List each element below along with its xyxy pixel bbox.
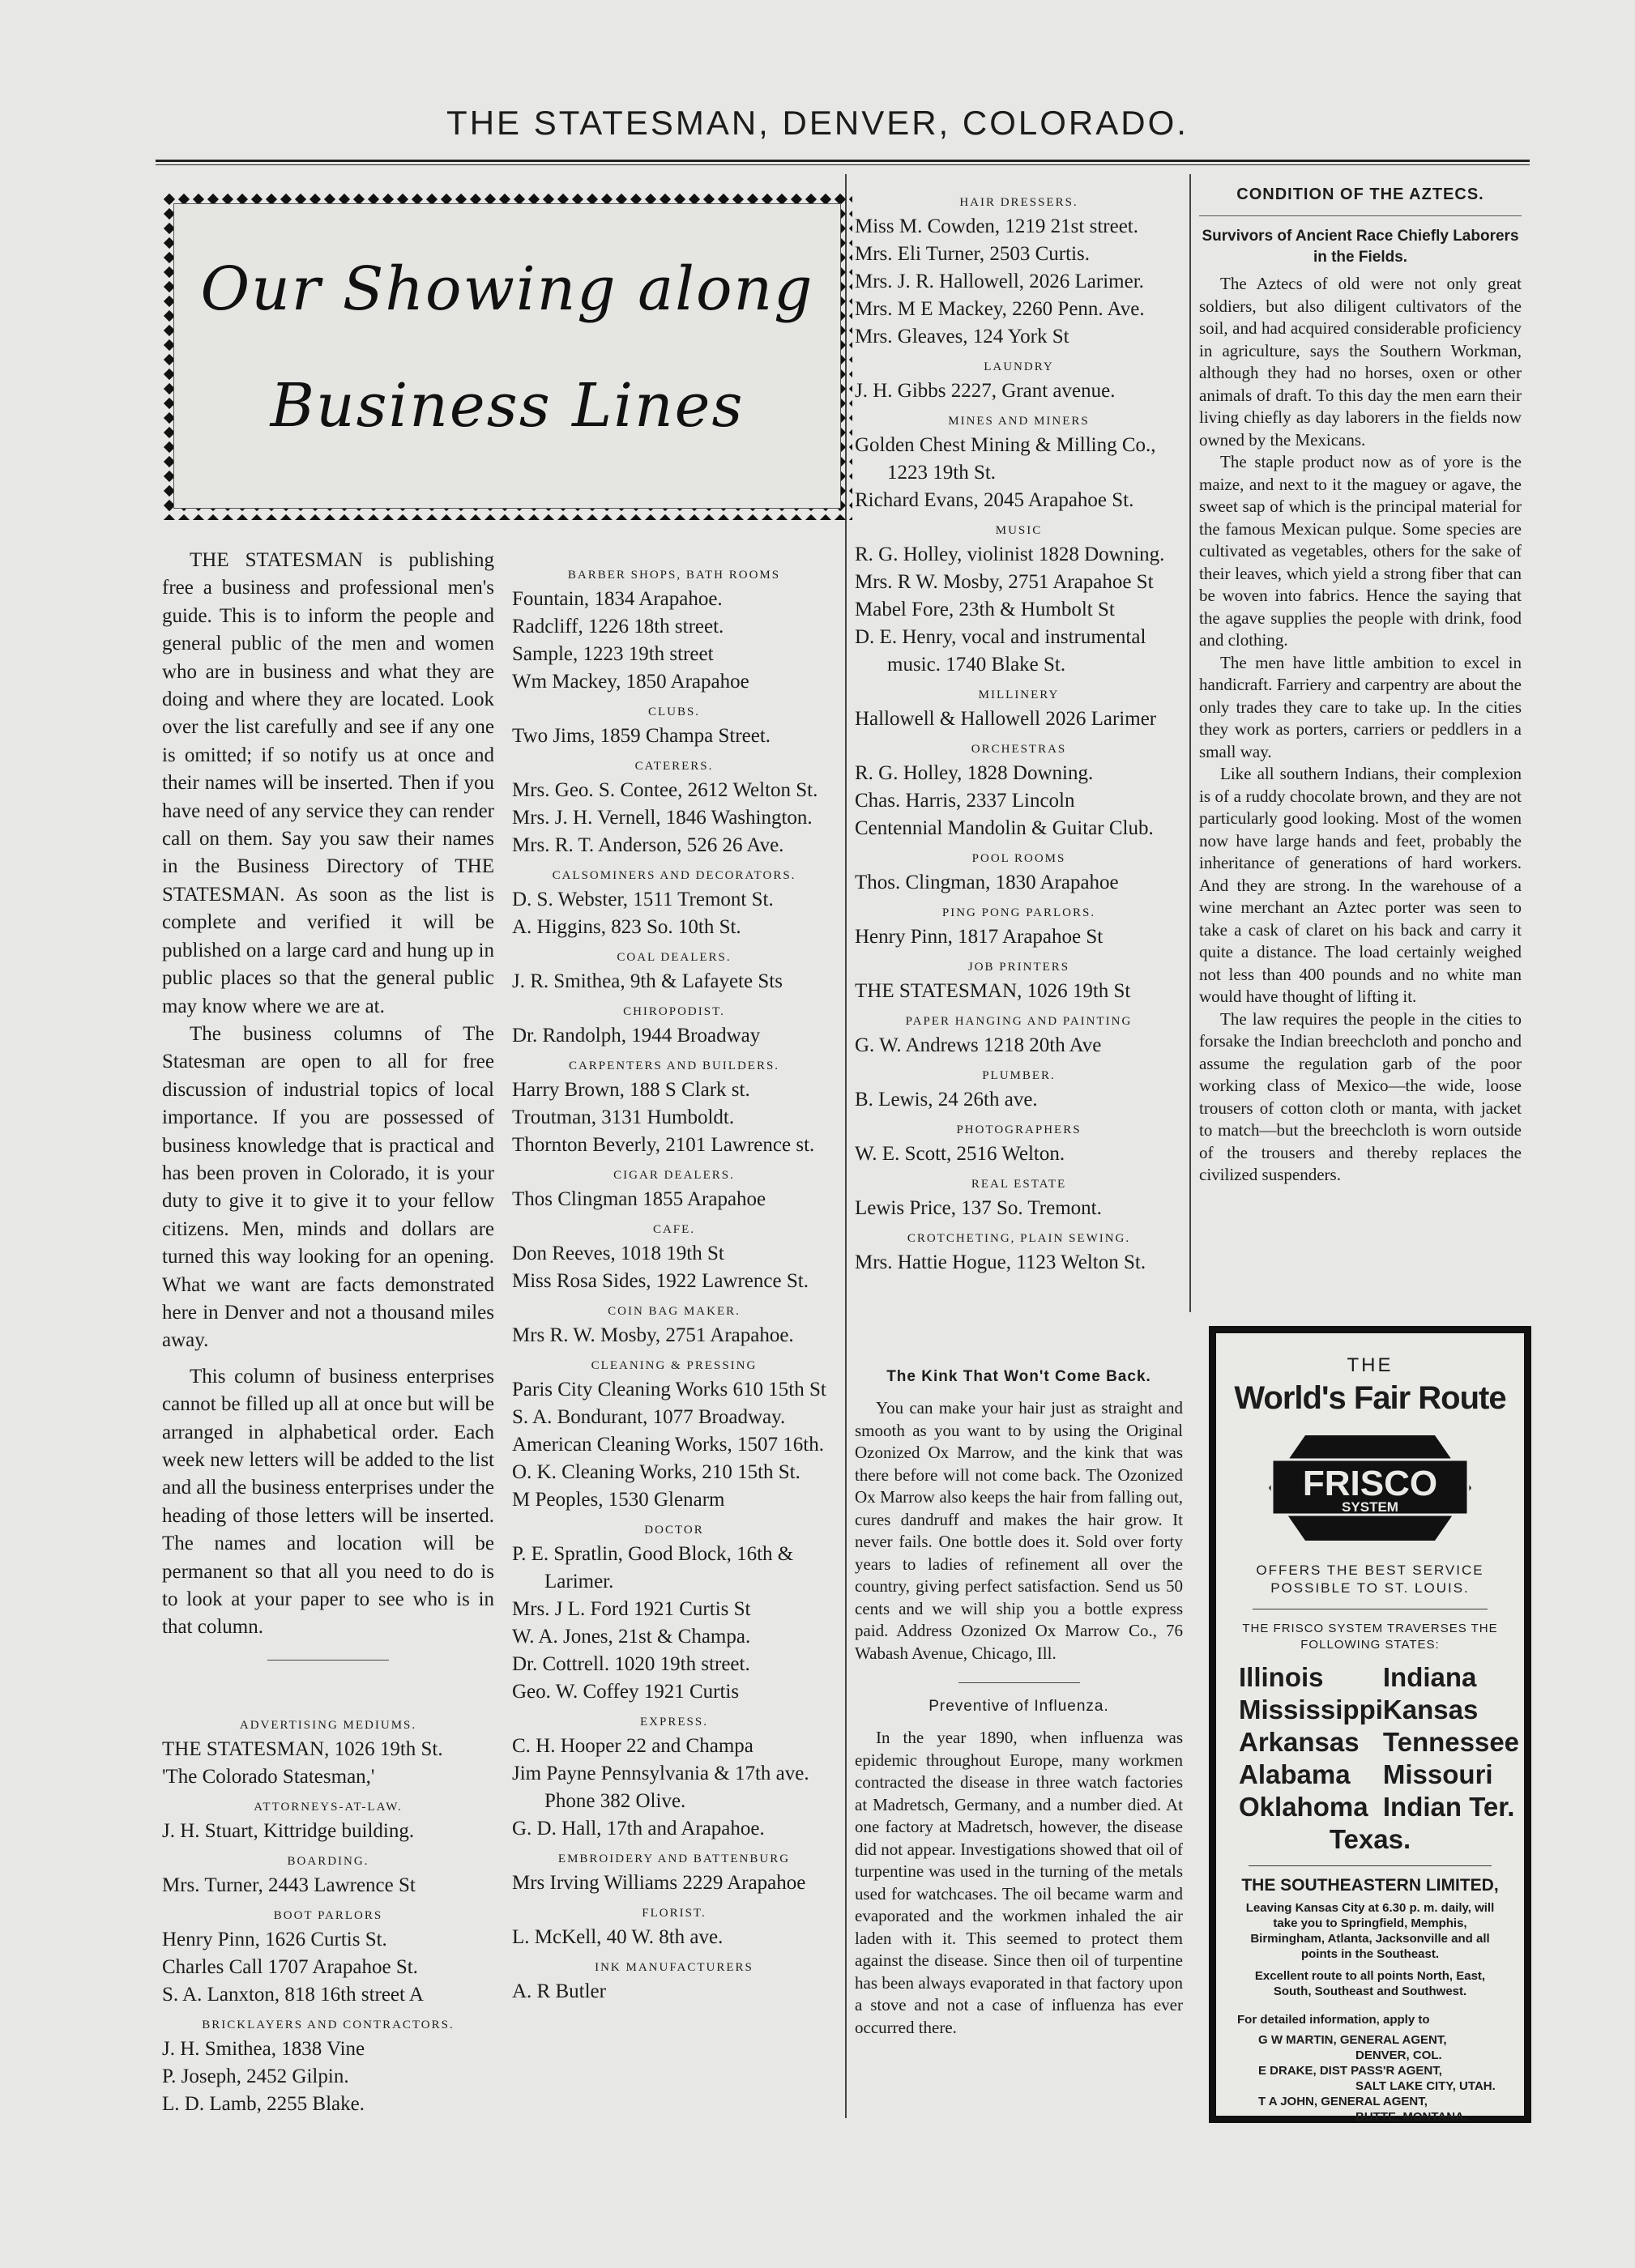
directory-heading: PHOTOGRAPHERS (956, 1123, 1082, 1136)
state-name: Indiana (1382, 1662, 1477, 1692)
directory-entry: W. E. Scott, 2516 Welton. (855, 1143, 1065, 1165)
directory-entry: Fountain, 1834 Arapahoe. (512, 588, 723, 610)
intro-paragraph: THE STATESMAN is publishing free a business and professional men's guide. This is to inform the people and general public of the men and women who are in business and what they are doing and where they are located. Look over the list carefully and see if any one is omitted; if so notify us at once and their names will be inserted. Then if you have need of any service they can render call on them. Say you saw their names in the Business Directory of THE STATESMAN. As soon as the list is complete and verified it will be published on a large card and hung up in public places so that the general public may know where we are at. (162, 549, 494, 1017)
directory-entry: D. S. Webster, 1511 Tremont St. (512, 889, 774, 910)
directory-heading: LAUNDRY (984, 360, 1054, 373)
intro-paragraph: This column of business enterprises cannot be filled up all at once but will be arranged in alphabetical order. Each week new letters will be added to the list and all the business enterprises under the heading of those letters will be inserted. The names and location will be permanent so that all you need to do is to look at your paper to see who is in that column. (162, 1365, 494, 1639)
directory-entry: S. A. Lanxton, 818 16th street A (162, 1984, 424, 2006)
masthead: THE STATESMAN, DENVER, COLORADO. (446, 104, 1189, 142)
banner-line-2: Business Lines (270, 371, 745, 441)
directory-heading: CROTCHETING, PLAIN SEWING. (907, 1232, 1131, 1245)
directory-heading: CLUBS. (647, 706, 701, 718)
directory-entry: Mrs. Turner, 2443 Lawrence St (162, 1874, 416, 1896)
directory-entry: Jim Payne Pennsylvania & 17th ave. Phone 382 Olive. (512, 1763, 809, 1812)
directory-entry: Mrs. J. H. Vernell, 1846 Washington. (512, 807, 813, 829)
column-rule-2 (1189, 174, 1191, 1312)
directory-heading: ADVERTISING MEDIUMS. (239, 1719, 417, 1732)
directory-heading: COAL DEALERS. (617, 951, 732, 964)
directory-entry: Mrs. Eli Turner, 2503 Curtis. (855, 243, 1091, 265)
kink-article (855, 1365, 1183, 2039)
directory-entry: Lewis Price, 137 So. Tremont. (855, 1197, 1102, 1219)
directory-entry: D. E. Henry, vocal and instrumental music. 1740 Blake St. (855, 626, 1146, 676)
directory-entry: C. H. Hooper 22 and Champa (512, 1735, 753, 1757)
directory-entry: Harry Brown, 188 S Clark st. (512, 1079, 750, 1101)
ad-limited-text: Leaving Kansas City at 6.30 p. m. daily, will take you to Springfield, Memphis, Birmingham, Atlanta, Jacksonville and all points in the Southeast. (1245, 1901, 1495, 1961)
directory-entry: Two Jims, 1859 Champa Street. (512, 725, 771, 747)
directory-entry: Mrs. J L. Ford 1921 Curtis St (512, 1598, 751, 1620)
aztecs-paragraph: The Aztecs of old were not only great soldiers, but also diligent cultivators of the soil, and had acquired considerable proficiency in agriculture, says the Southern Workman, although they had no horses, oxen or other animals of draft. To this day the men earn their living chiefly as day laborers in the fields now owned by the Mexicans. (1199, 274, 1522, 450)
directory-heading: BRICKLAYERS AND CONTRACTORS. (202, 2019, 455, 2031)
directory-entry: J. H. Smithea, 1838 Vine (162, 2038, 365, 2060)
ad-apply: For detailed information, apply to (1237, 2013, 1430, 2027)
directory-heading: EXPRESS. (640, 1716, 708, 1729)
kink-article-body: You can make your hair just as straight and smooth as you want to by using the Original Ozonized Ox Marrow, and the kink that was there before will not come back. The Ozonized Ox Marrow also keeps the hair from falling out, cures dandruff and makes the hair grow. It never fails. One bottle does it. Sold over forty years to ladies of refinement all over the country, giving perfect satisfaction. Send us 50 cents and we will ship you a bottle express paid. Address Ozonized Ox Marrow Co., 76 Wabash Avenue, Chicago, Ill. (855, 1398, 1183, 1663)
directory-entry: J. H. Stuart, Kittridge building. (162, 1820, 415, 1842)
aztecs-paragraph: The men have little ambition to excel in handicraft. Farriery and carpentry are about the only trades they care to take up. In the cities they work as porters, carriers or peddlers in a small way. (1199, 652, 1522, 761)
agent-place: SALT LAKE CITY, UTAH. (1355, 2079, 1496, 2093)
influenza-article-title: Preventive of Influenza. (928, 1698, 1109, 1715)
directory-heading: FLORIST. (642, 1907, 707, 1920)
directory-entry: M Peoples, 1530 Glenarm (512, 1489, 725, 1511)
state-name: Arkansas (1239, 1727, 1360, 1757)
directory-entry: B. Lewis, 24 26th ave. (855, 1089, 1038, 1111)
directory-heading: CARPENTERS AND BUILDERS. (568, 1059, 780, 1072)
directory-heading: HAIR DRESSERS. (959, 196, 1078, 209)
column-3-directory (855, 186, 1183, 1277)
directory-entry: Henry Pinn, 1626 Curtis St. (162, 1929, 387, 1950)
directory-entry: Thornton Beverly, 2101 Lawrence st. (512, 1134, 815, 1156)
directory-entry: Paris City Cleaning Works 610 15th St (512, 1379, 826, 1400)
state-name: Illinois (1239, 1662, 1324, 1692)
agent-name: E DRAKE, DIST PASS'R AGENT, (1258, 2064, 1442, 2078)
directory-entry: Mrs. R W. Mosby, 2751 Arapahoe St (855, 571, 1154, 593)
directory-entry: THE STATESMAN, 1026 19th St (855, 980, 1131, 1002)
directory-heading: CHIROPODIST. (623, 1005, 725, 1018)
ad-the: THE (1347, 1354, 1394, 1376)
directory-heading: POOL ROOMS (971, 852, 1066, 865)
directory-heading: MINES AND MINERS (948, 415, 1090, 428)
aztecs-article (1199, 182, 1522, 1187)
directory-entry: R. G. Holley, 1828 Downing. (855, 762, 1094, 784)
directory-entry: American Cleaning Works, 1507 16th. (512, 1434, 824, 1456)
aztecs-title: CONDITION OF THE AZTECS. (1236, 185, 1484, 203)
directory-entry: Miss M. Cowden, 1219 21st street. (855, 215, 1138, 237)
directory-heading: ORCHESTRAS (971, 743, 1067, 756)
ad-agents (1258, 2032, 1524, 2125)
directory-entry: Charles Call 1707 Arapahoe St. (162, 1956, 418, 1978)
logo-main: FRISCO (1302, 1464, 1438, 1503)
influenza-article-body: In the year 1890, when influenza was epidemic throughout Europe, many workmen contracted the disease in three watch factories at Madretsch, Germany, and a number died. At one factory at Madretsch, however, the disease did not appear. Investigations showed that oil of turpentine was used in the turning of the metals used for watchcases. The oil became warm and evaporated and the workmen inhaled the air laden with it. This seemed to protect them against the disease. Since then oil of turpentine has been always evaporated in that factory upon a stove and not a case of influenza has ever occurred there. (855, 1728, 1183, 2037)
directory-heading: CLEANING & PRESSING (591, 1359, 758, 1372)
directory-entry: G. D. Hall, 17th and Arapahoe. (512, 1818, 765, 1840)
directory-entry: L. McKell, 40 W. 8th ave. (512, 1926, 724, 1948)
state-name: Oklahoma (1239, 1792, 1368, 1822)
directory-entry: Dr. Randolph, 1944 Broadway (512, 1025, 761, 1047)
agent-place: BUTTE, MONTANA. (1355, 2110, 1468, 2124)
ad-excellent: Excellent route to all points North, East, South, Southeast and Southwest. (1254, 1969, 1486, 1998)
directory-heading: CIGAR DEALERS. (613, 1169, 735, 1182)
ad-states (1216, 1653, 1524, 1823)
ad-headline: World's Fair Route (1234, 1380, 1506, 1416)
aztecs-paragraph: The law requires the people in the cities to forsake the Indian breechcloth and poncho and assume the regulation garb of the poor working class of Mexico—the wide, loose trousers of cotton cloth or manta, with jacket to match—but the breechcloth is worn outside of the trousers and thereby replaces the civilized suspenders. (1199, 1008, 1522, 1184)
directory-entry: J. R. Smithea, 9th & Lafayete Sts (512, 970, 783, 992)
directory-entry: Mrs. R. T. Anderson, 526 26 Ave. (512, 834, 784, 856)
agent-place: DENVER, COL. (1355, 2048, 1442, 2062)
directory-entry: Mabel Fore, 23th & Humbolt St (855, 599, 1115, 620)
directory-entry: Henry Pinn, 1817 Arapahoe St (855, 926, 1104, 948)
directory-entry: Wm Mackey, 1850 Arapahoe (512, 671, 749, 693)
directory-heading: COIN BAG MAKER. (608, 1305, 741, 1318)
directory-entry: Mrs. M E Mackey, 2260 Penn. Ave. (855, 298, 1145, 320)
state-name-last: Texas. (1329, 1824, 1411, 1854)
frisco-logo-icon (1253, 1427, 1488, 1549)
state-name: Missouri (1382, 1759, 1493, 1789)
directory-entry: Miss Rosa Sides, 1922 Lawrence St. (512, 1270, 809, 1292)
directory-entry: Mrs R. W. Mosby, 2751 Arapahoe. (512, 1324, 794, 1346)
frisco-advertisement (1209, 1326, 1531, 2123)
directory-entry: R. G. Holley, violinist 1828 Downing. (855, 544, 1165, 565)
directory-entry: Don Reeves, 1018 19th St (512, 1243, 724, 1264)
directory-entry: Thos. Clingman, 1830 Arapahoe (855, 872, 1119, 893)
banner-inner (173, 203, 841, 509)
state-name: Tennessee (1382, 1727, 1520, 1757)
state-name: Mississippi (1239, 1695, 1383, 1724)
ad-offers: OFFERS THE BEST SERVICE POSSIBLE TO ST. LOUIS. (1256, 1562, 1484, 1596)
directory-entry: Centennial Mandolin & Guitar Club. (855, 817, 1154, 839)
state-name: Kansas (1382, 1695, 1479, 1724)
directory-entry: J. H. Gibbs 2227, Grant avenue. (855, 380, 1116, 402)
directory-heading: EMBROIDERY AND BATTENBURG (557, 1852, 791, 1865)
ad-traverses: THE FRISCO SYSTEM TRAVERSES THE FOLLOWING STATES: (1242, 1622, 1498, 1652)
directory-entry: Mrs Irving Williams 2229 Arapahoe (512, 1872, 806, 1894)
directory-entry: Mrs. Gleaves, 124 York St (855, 326, 1069, 347)
banner-box (162, 192, 852, 520)
directory-entry: Dr. Cottrell. 1020 19th street. (512, 1653, 750, 1675)
directory-entry: W. A. Jones, 21st & Champa. (512, 1626, 751, 1648)
directory-entry: Chas. Harris, 2337 Lincoln (855, 790, 1075, 812)
directory-heading: PAPER HANGING AND PAINTING (905, 1015, 1133, 1028)
directory-entry: Sample, 1223 19th street (512, 643, 714, 665)
directory-entry: 'The Colorado Statesman,' (162, 1766, 375, 1788)
directory-entry: Troutman, 3131 Humboldt. (512, 1106, 735, 1128)
banner-line-1: Our Showing along (200, 254, 814, 324)
ad-states-left (1239, 1661, 1383, 1823)
directory-heading: JOB PRINTERS (967, 961, 1070, 974)
directory-entry: G. W. Andrews 1218 20th Ave (855, 1034, 1102, 1056)
directory-heading: REAL ESTATE (971, 1178, 1067, 1191)
state-name: Alabama (1239, 1759, 1351, 1789)
directory-entry: Radcliff, 1226 18th street. (512, 616, 724, 637)
directory-heading: ATTORNEYS-AT-LAW. (254, 1801, 403, 1814)
directory-heading: PLUMBER. (982, 1069, 1056, 1082)
directory-entry: Geo. W. Coffey 1921 Curtis (512, 1681, 740, 1703)
directory-entry: Mrs. J. R. Hallowell, 2026 Larimer. (855, 271, 1144, 292)
directory-heading: INK MANUFACTURERS (595, 1961, 753, 1974)
directory-entry: THE STATESMAN, 1026 19th St. (162, 1738, 443, 1760)
agent-name: G W MARTIN, GENERAL AGENT, (1258, 2033, 1447, 2047)
directory-entry: P. E. Spratlin, Good Block, 16th & Larimer. (512, 1543, 794, 1592)
directory-entry: S. A. Bondurant, 1077 Broadway. (512, 1406, 786, 1428)
directory-heading: PING PONG PARLORS. (941, 906, 1096, 919)
directory-entry: L. D. Lamb, 2255 Blake. (162, 2093, 365, 2115)
agent-name: T A JOHN, GENERAL AGENT, (1258, 2095, 1428, 2108)
directory-entry: Mrs. Hattie Hogue, 1123 Welton St. (855, 1251, 1146, 1273)
kink-article-title: The Kink That Won't Come Back. (886, 1368, 1151, 1385)
ad-limited: THE SOUTHEASTERN LIMITED, (1241, 1876, 1499, 1895)
masthead-rule (156, 160, 1530, 165)
intro-paragraph: The business columns of The Statesman are open to all for free discussion of industrial topics of local importance. If you are possessed of business knowledge that is practical and has been proven in Colorado, it is your duty to give it to give it to your fellow citizens. Men, minds and dollars are turned this way looking for an opening. What we want are facts demonstrated here in Denver and not a thousand miles away. (162, 1022, 494, 1352)
directory-heading: CATERERS. (634, 760, 714, 773)
logo-sub: SYSTEM (1342, 1499, 1398, 1515)
separator (958, 1682, 1080, 1683)
directory-heading: BOARDING. (287, 1855, 369, 1868)
directory-heading: MUSIC (995, 524, 1043, 537)
column-1-intro (162, 547, 494, 1675)
directory-entry: A. R Butler (512, 1980, 606, 2002)
directory-heading: BARBER SHOPS, BATH ROOMS (567, 569, 781, 582)
directory-entry: Thos Clingman 1855 Arapahoe (512, 1188, 766, 1210)
directory-heading: BOOT PARLORS (273, 1909, 383, 1922)
directory-entry: Mrs. Geo. S. Contee, 2612 Welton St. (512, 779, 818, 801)
aztecs-subtitle: Survivors of Ancient Race Chiefly Laborers in the Fields. (1202, 228, 1519, 266)
directory-heading: CAFE. (652, 1223, 696, 1236)
state-name: Indian Ter. (1382, 1792, 1515, 1822)
directory-entry: P. Joseph, 2452 Gilpin. (162, 2066, 349, 2087)
column-2-directory (512, 559, 836, 2006)
aztecs-paragraph: The staple product now as of yore is the maize, and next to it the maguey or agave, the sweet sap of which is the principal material for the famous Mexican pulque. Some species are cultivated as vegetables, others for the sake of their leaves, which yield a strong fiber that can be woven into fabrics. Hence the saying that the agave supplies the people with drink, food and clothing. (1199, 452, 1522, 650)
directory-entry: Hallowell & Hallowell 2026 Larimer (855, 708, 1157, 730)
directory-heading: MILLINERY (978, 688, 1060, 701)
ad-states-right (1383, 1661, 1519, 1823)
directory-entry: Richard Evans, 2045 Arapahoe St. (855, 489, 1134, 511)
directory-entry: Golden Chest Mining & Milling Co., 1223 19th St. (855, 434, 1156, 484)
directory-entry: O. K. Cleaning Works, 210 15th St. (512, 1461, 800, 1483)
directory-heading: DOCTOR (644, 1524, 704, 1537)
directory-heading: CALSOMINERS AND DECORATORS. (552, 869, 796, 882)
aztecs-paragraph: Like all southern Indians, their complexion is of a ruddy chocolate brown, and they are not particularly good looking. Most of the women now have large hands and feet, probably the inheritance of generations of hard workers. And they are strong. In the warehouse of a wine merchant an Aztec porter was seen to take a cask of claret on his back and carry it quite a distance. The load certainly weighed not less than 400 pounds and no white man would have thought of lifting it. (1199, 764, 1522, 1006)
column-1-directory (162, 1709, 494, 2118)
directory-entry: A. Higgins, 823 So. 10th St. (512, 916, 741, 938)
